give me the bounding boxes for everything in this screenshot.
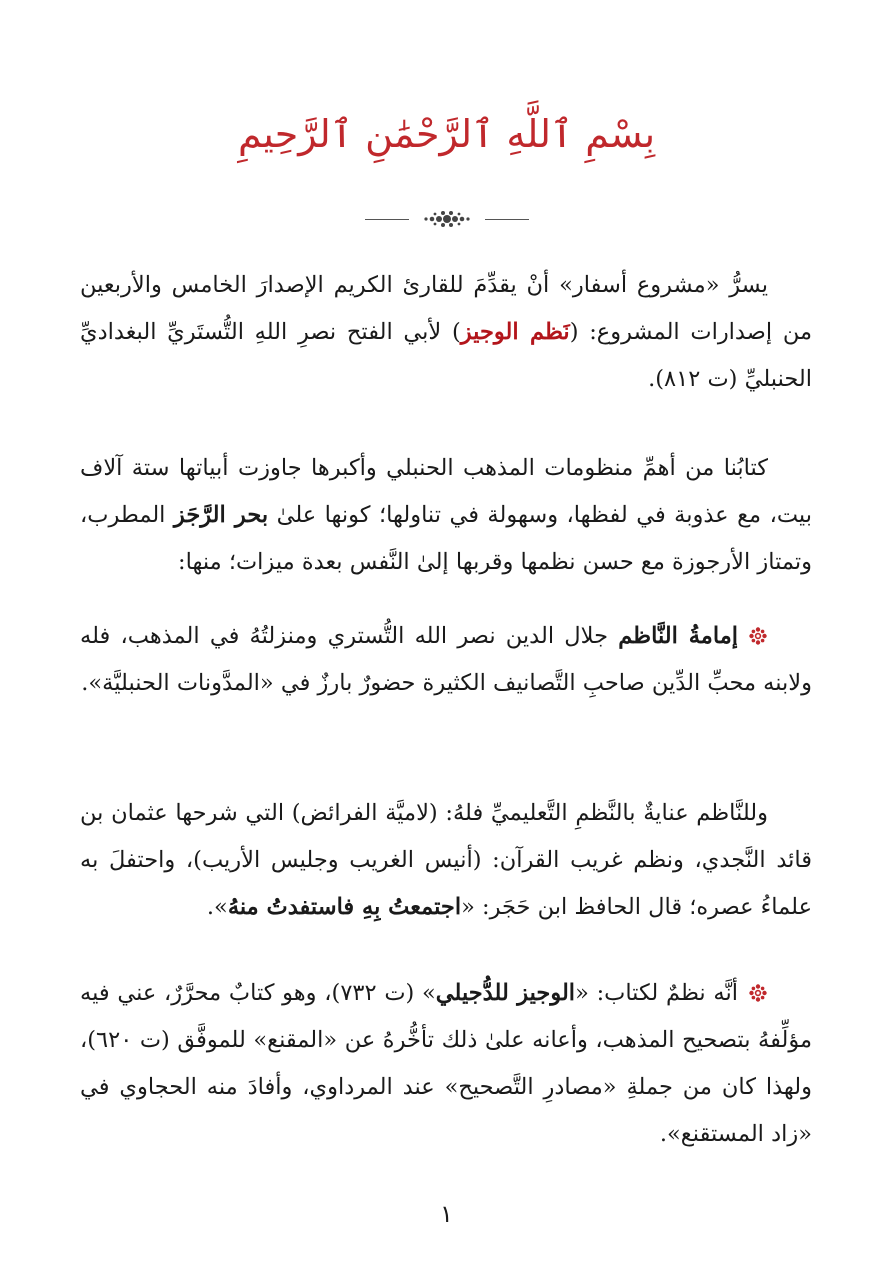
- floral-divider: [0, 206, 893, 232]
- flower-bullet-icon: [748, 983, 768, 1003]
- paragraph-5-text-b: » (ت ٧٣٢)، وهو كتابٌ محرَّرٌ، عني فيه مؤلِّفهُ بتصحيح المذهب، وأعانه علىٰ ذلك تأخُّرهُ عن «المقنع» للموفَّق (ت ٦٢٠)، ولهذا كان من جملةِ «مصادرِ التَّصحيح» عند المرداوي، وأفادَ منه الحجاوي في «زاد المستقنع».: [80, 980, 812, 1147]
- divider-line-left: [365, 219, 409, 220]
- paragraph-5-bold: الوجيز للدُّجيلي: [435, 980, 576, 1006]
- book-title-highlight: نَظم الوجيز: [460, 319, 570, 345]
- paragraph-3-text: جلال الدين نصر الله التُّستري ومنزلتُهُ في المذهب، فله ولابنه محبِّ الدِّين صاحبِ التَّصانيف الكثيرة حضورٌ بارزٌ في «المدَّونات الحنبليَّة».: [80, 623, 812, 696]
- paragraph-5: [80, 970, 812, 1158]
- paragraph-1-text-a: يسرُّ «مشروع أسفار» أنْ يقدِّمَ للقارئ الكريم الإصدارَ الخامس والأربعين من إصدارات المشروع: (: [80, 272, 812, 345]
- paragraph-4-text-a: وللنَّاظم عنايةٌ بالنَّظمِ التَّعليميِّ فلهُ: (لاميَّة الفرائض) التي شرحها عثمان بن قائد النَّجدي، ونظم غريب القرآن: (أنيس الغريب وجليس الأريب)، واحتفلَ به علماءُ عصره؛ قال الحافظ ابن حَجَر: «: [80, 800, 812, 920]
- paragraph-5-text-a: أنَّه نظمٌ لكتاب: «: [575, 980, 738, 1006]
- paragraph-1-text-b: ) لأبي الفتح نصرِ اللهِ التُّستَريِّ البغداديِّ الحنبليِّ (ت ٨١٢).: [80, 319, 812, 392]
- paragraph-2: [80, 445, 812, 586]
- paragraph-2-text-b: المطرب، وتمتاز الأرجوزة مع حسن نظمها وقربها إلىٰ النَّفس بعدة ميزات؛ منها:: [80, 502, 812, 575]
- paragraph-3: [80, 613, 812, 707]
- paragraph-3-bold: إمامةُ النَّاظم: [618, 623, 738, 649]
- paragraph-1: [80, 262, 812, 403]
- flower-bullet-icon: [748, 626, 768, 646]
- page-number: ١: [440, 1200, 453, 1228]
- paragraph-2-text-a: كتابُنا من أهمِّ منظومات المذهب الحنبلي وأكبرها جاوزت أبياتها ستة آلاف بيت، مع عذوبة في لفظها، وسهولة في تناولها؛ كونها علىٰ: [80, 455, 812, 528]
- paragraph-4: [80, 790, 812, 931]
- floral-ornament-icon: [415, 207, 479, 231]
- paragraph-4-text-b: ».: [206, 894, 228, 920]
- divider-line-right: [485, 219, 529, 220]
- basmala-heading: بِسْمِ ٱللَّهِ ٱلرَّحْمَٰنِ ٱلرَّحِيمِ: [237, 112, 656, 156]
- paragraph-4-bold: اجتمعتُ بِهِ فاستفدتُ منهُ: [227, 894, 462, 920]
- paragraph-2-bold: بحر الرَّجَز: [173, 502, 269, 528]
